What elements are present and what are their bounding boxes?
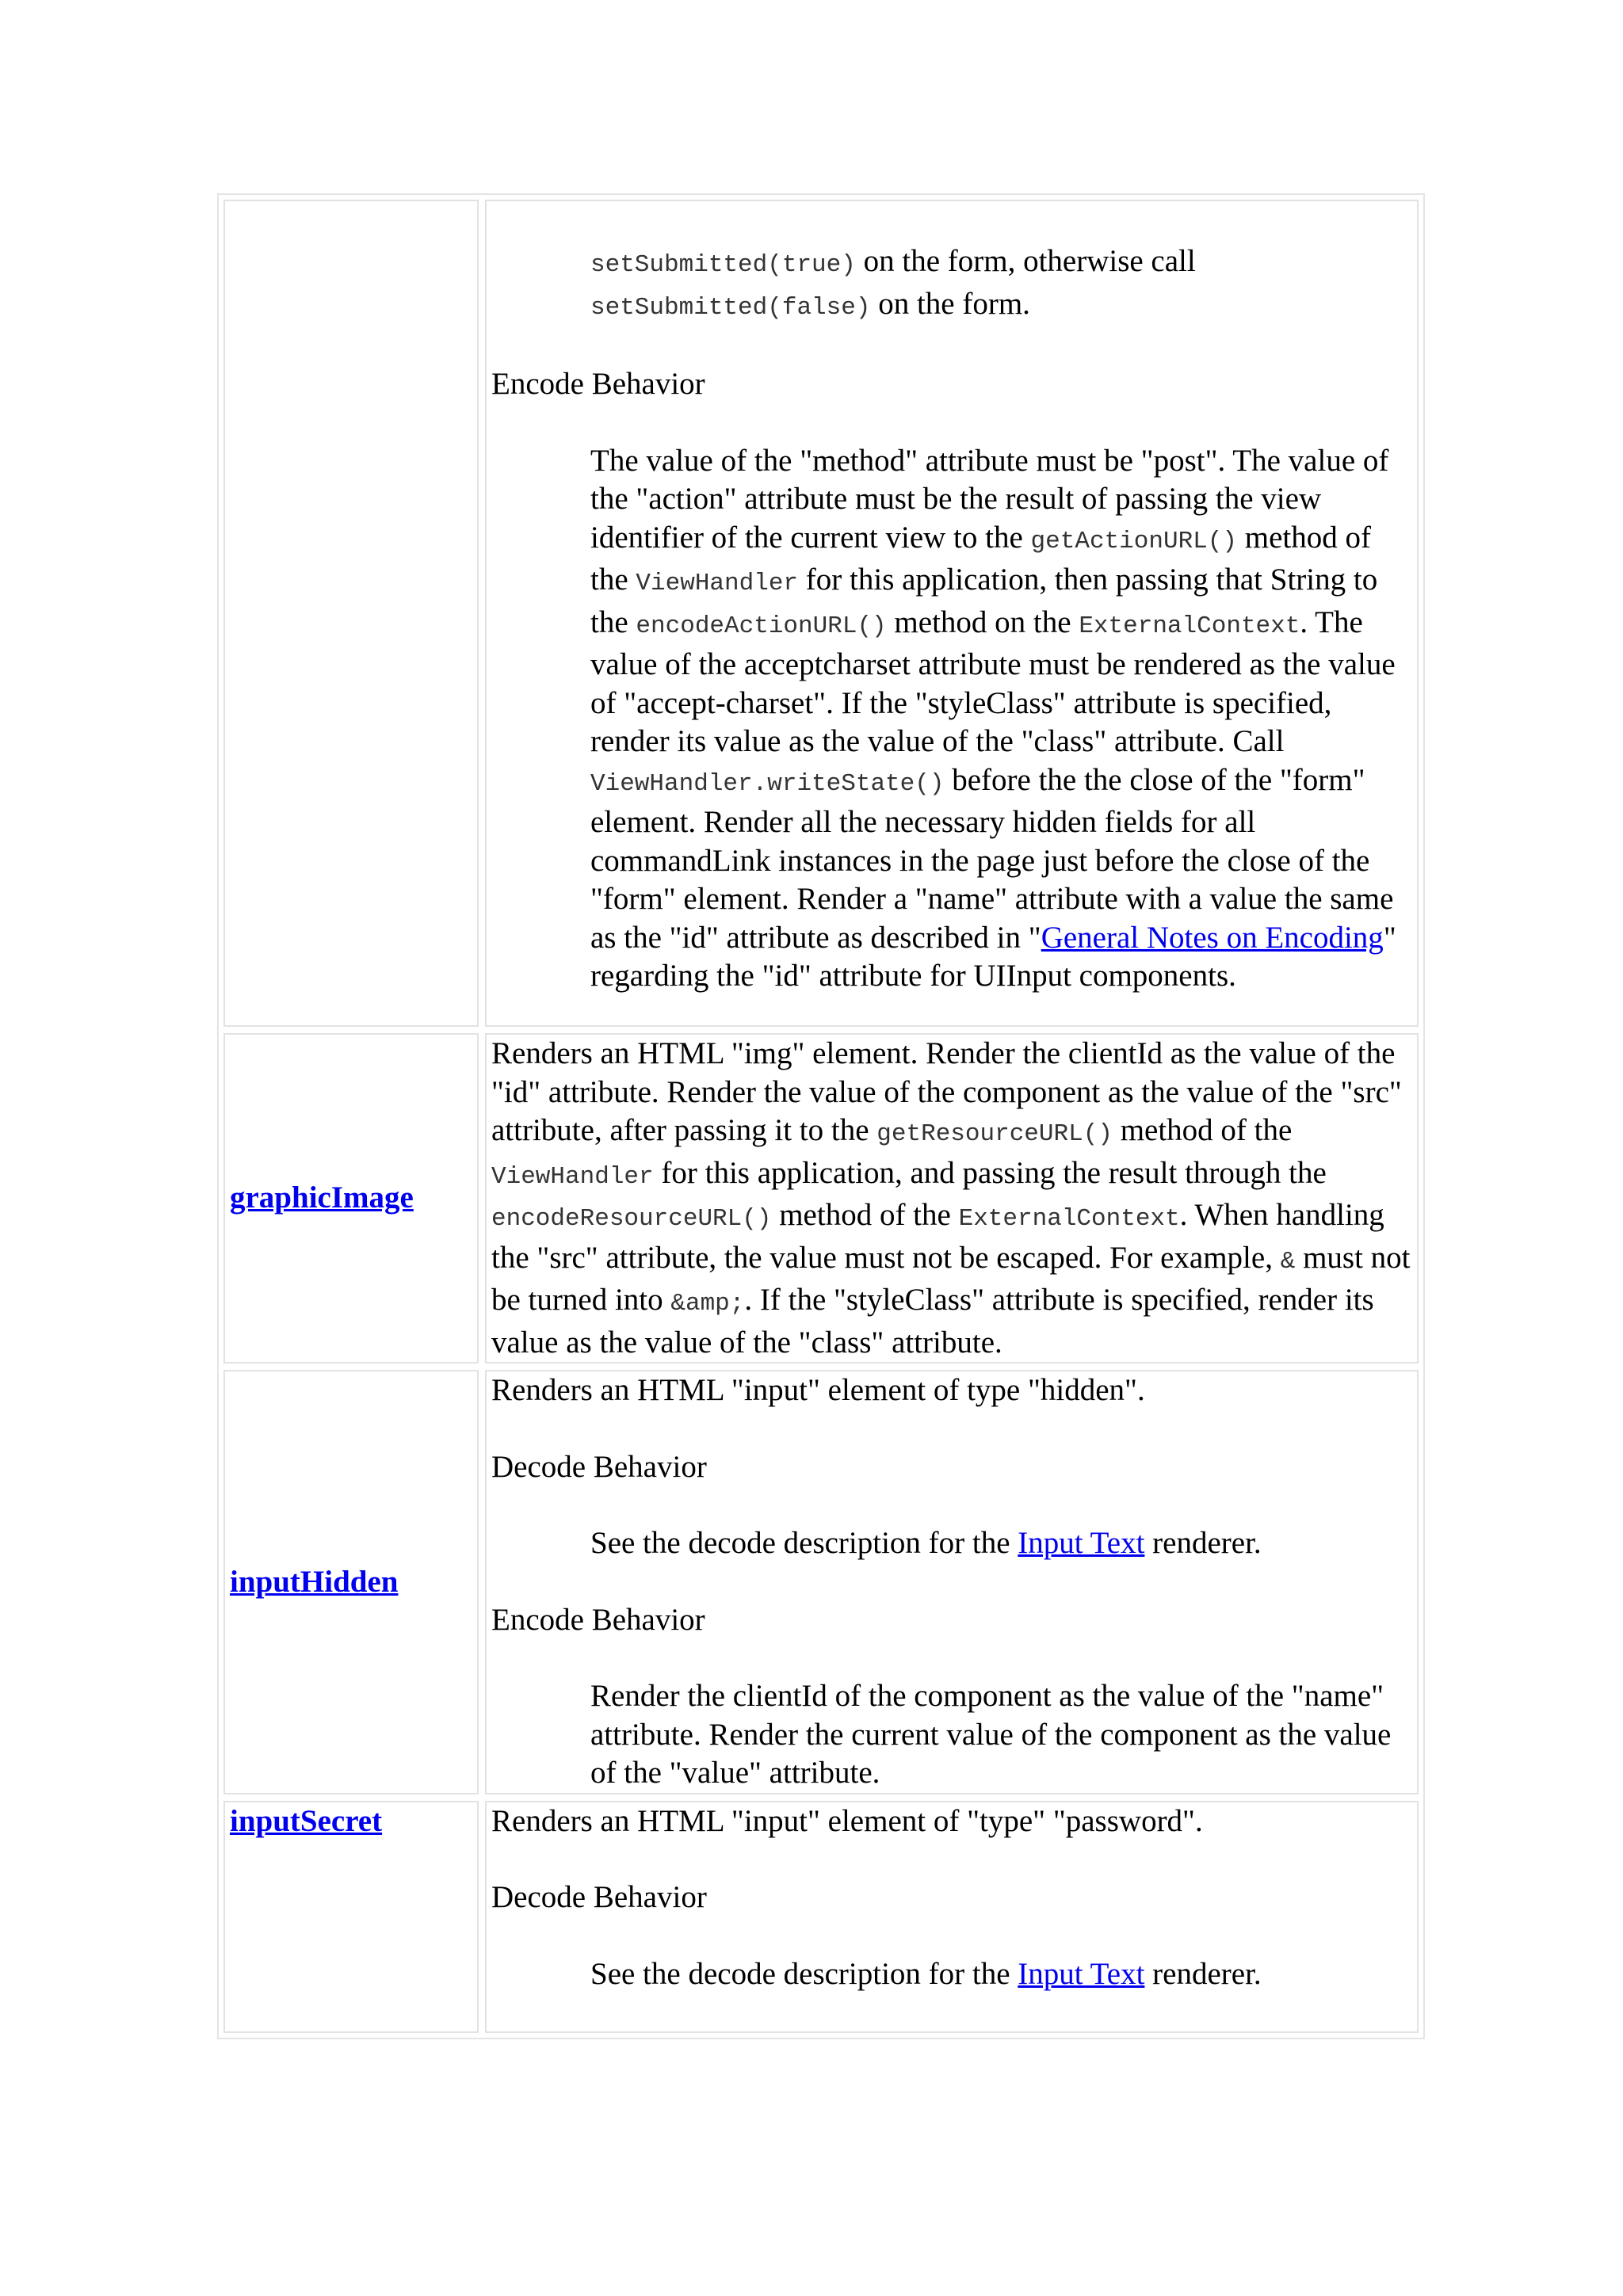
input-text-link[interactable]: Input Text [1018,1526,1145,1560]
renderer-name-cell [223,1033,479,1363]
table-row-graphic-image [223,1033,1419,1363]
code-snippet: setSubmitted(true) [590,251,856,279]
renderer-description-cell [485,200,1419,1027]
renderer-name-cell [223,1801,479,2034]
text-fragment: on the form. [870,286,1030,321]
renderer-description-cell [485,1033,1419,1363]
table-row-form-continued [223,200,1419,1027]
graphic-image-link[interactable]: graphicImage [230,1180,414,1215]
graphic-image-description: Renders an HTML "img" element. Render the clientId as the value of the "id" attribute. Render the value of the component as the value of the "src" attribute, after passing it to the getResourceURL() method of the ViewHandler for this application, and passing the result through the encodeResourceURL() method of the ExternalContext. When handling the "src" attribute, the value must not be escaped. For example, & must not be turned into &amp;. If the "styleClass" attribute is specified, render its value as the value of the "class" attribute. [491,1036,1411,1360]
encode-behavior-text: Render the clientId of the component as the value of the "name" attribute. Render the current value of the component as the value of the "value" attribute. [590,1679,1392,1790]
table-row-input-hidden [223,1370,1419,1794]
text-fragment: on the form, otherwise call [855,244,1196,278]
general-notes-on-encoding-link[interactable]: General Notes on Encoding [1041,920,1384,955]
renderer-table [217,193,1425,2039]
input-hidden-link[interactable]: inputHidden [230,1564,399,1599]
encode-behavior-text: The value of the "method" attribute must be "post". The value of the "action" attribute must be the result of passing the view identifier of the current view to the getActionURL() method of the ViewHandler for this application, then passing that String to the encodeActionURL() method on the ExternalContext. The value of the acceptcharset attribute must be rendered as the value of "accept-charset". If the "styleClass" attribute is specified, render its value as the value of the "class" attribute. Call ViewHandler.writeState() before the the close of the "form" element. Render all the necessary hidden fields for all commandLink instances in the page just before the close of the "form" element. Render a "name" attribute with a value the same as the "id" attribute as described in "General Notes on Encoding" regarding the "id" attribute for UIInput components. [590,443,1396,993]
encode-behavior-heading: Encode Behavior [491,367,705,401]
input-text-link[interactable]: Input Text [1018,1956,1145,1991]
renderer-description-cell [485,1370,1419,1794]
decode-behavior-text: See the decode description for the Input Text renderer. [590,1526,1262,1560]
renderer-name-cell [223,200,479,1027]
renderer-description-cell [485,1801,1419,2034]
renderer-name-cell [223,1370,479,1794]
table-row-input-secret [223,1801,1419,2034]
renderer-table-container [217,193,1425,2039]
input-hidden-intro: Renders an HTML "input" element of type "hidden". [491,1373,1145,1407]
input-secret-link[interactable]: inputSecret [230,1803,383,1838]
decode-behavior-heading: Decode Behavior [491,1449,707,1484]
code-snippet: setSubmitted(false) [590,293,871,322]
submitted-paragraph [590,242,1412,327]
decode-behavior-text: See the decode description for the Input Text renderer. [590,1956,1262,1991]
decode-behavior-heading: Decode Behavior [491,1880,707,1914]
encode-behavior-heading: Encode Behavior [491,1602,705,1637]
input-secret-intro: Renders an HTML "input" element of "type" "password". [491,1803,1203,1838]
